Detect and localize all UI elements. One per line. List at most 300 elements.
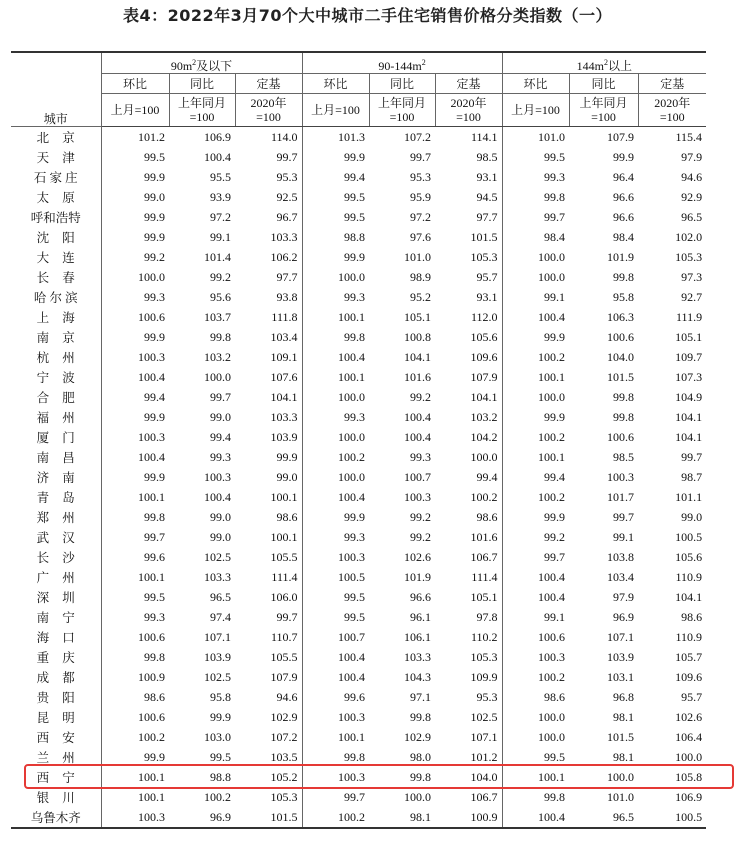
index-value-cell: 104.1 <box>675 589 703 604</box>
index-value-cell: 100.4 <box>204 149 231 164</box>
index-value-cell: 99.0 <box>235 467 302 487</box>
index-value-cell: 98.8 <box>210 769 231 784</box>
index-value-cell: 95.3 <box>435 687 502 707</box>
index-value-cell: 102.0 <box>675 229 703 244</box>
index-value-cell: 107.2 <box>404 129 432 144</box>
city-name-cell: 哈尔滨 <box>11 287 101 307</box>
index-value-cell: 103.7 <box>204 309 231 324</box>
base-mom: 上月=100 <box>101 94 169 127</box>
index-value-cell: 99.8 <box>210 329 231 344</box>
city-name-cell: 沈阳 <box>11 227 101 247</box>
city-name-cell: 北京 <box>11 127 101 148</box>
table-row <box>11 707 706 727</box>
index-value-cell: 98.6 <box>435 507 502 527</box>
index-value-cell: 98.1 <box>369 807 435 828</box>
index-value-cell: 99.4 <box>144 389 165 404</box>
city-name-cell: 南宁 <box>11 607 101 627</box>
index-value-cell: 99.9 <box>344 509 366 524</box>
city-name-cell: 南京 <box>11 327 101 347</box>
index-value-cell: 99.2 <box>210 269 231 284</box>
index-value-cell: 100.6 <box>607 329 635 344</box>
index-value-cell: 96.8 <box>613 689 635 704</box>
index-value-cell: 99.8 <box>410 709 432 724</box>
index-value-cell: 99.9 <box>544 329 566 344</box>
index-value-cell: 99.7 <box>544 549 566 564</box>
index-value-cell: 100.4 <box>404 409 432 424</box>
index-value-cell: 101.6 <box>404 369 432 384</box>
city-name-cell: 乌鲁木齐 <box>11 807 101 828</box>
index-value-cell: 99.8 <box>144 509 165 524</box>
index-value-cell: 100.4 <box>502 807 569 828</box>
index-value-cell: 105.3 <box>435 247 502 267</box>
table-row <box>11 607 706 627</box>
index-value-cell: 106.2 <box>235 247 302 267</box>
index-value-cell: 98.4 <box>613 229 635 244</box>
base-yoy <box>369 94 435 127</box>
sub-header-fixed: 定基 <box>235 74 302 94</box>
city-name-cell: 昆明 <box>11 707 101 727</box>
index-value-cell: 109.9 <box>435 667 502 687</box>
index-value-cell: 95.5 <box>210 169 231 184</box>
index-value-cell: 100.6 <box>607 429 635 444</box>
index-value-cell: 100.7 <box>404 469 432 484</box>
index-value-cell: 92.7 <box>681 289 703 304</box>
index-value-cell: 110.7 <box>235 627 302 647</box>
index-value-cell: 100.1 <box>138 789 165 804</box>
index-value-cell: 100.4 <box>338 649 366 664</box>
index-value-cell: 99.8 <box>344 329 366 344</box>
index-value-cell: 99.7 <box>210 389 231 404</box>
index-value-cell: 100.0 <box>538 269 566 284</box>
index-value-cell: 100.1 <box>235 527 302 547</box>
index-value-cell: 93.9 <box>210 189 231 204</box>
index-value-cell: 101.0 <box>404 249 432 264</box>
index-value-cell: 102.5 <box>204 549 231 564</box>
table-row <box>11 807 706 828</box>
index-value-cell: 99.0 <box>210 409 231 424</box>
index-value-cell: 100.2 <box>302 807 369 828</box>
index-value-cell: 95.7 <box>435 267 502 287</box>
index-value-cell: 106.3 <box>607 309 635 324</box>
index-value-cell: 97.9 <box>613 589 635 604</box>
table-row <box>11 147 706 167</box>
highlight-box <box>24 764 734 789</box>
index-value-cell: 93.1 <box>435 167 502 187</box>
table-row <box>11 247 706 267</box>
base-yoy-line1: 上年同月 <box>378 96 427 110</box>
sub-header-mom: 环比 <box>302 74 369 94</box>
index-value-cell: 100.2 <box>204 789 231 804</box>
index-value-cell: 103.9 <box>235 427 302 447</box>
index-value-cell: 103.1 <box>607 669 635 684</box>
index-value-cell: 101.9 <box>607 249 635 264</box>
index-value-cell: 99.0 <box>210 509 231 524</box>
index-value-cell: 107.9 <box>607 129 635 144</box>
group-header-large: $144m^2$以上 <box>502 52 706 74</box>
city-name-cell: 大连 <box>11 247 101 267</box>
index-value-cell: 96.1 <box>410 609 432 624</box>
table-row <box>11 787 706 807</box>
index-value-cell: 98.4 <box>544 229 566 244</box>
index-value-cell: 100.2 <box>538 349 566 364</box>
index-value-cell: 99.1 <box>544 609 566 624</box>
index-value-cell: 103.8 <box>607 549 635 564</box>
index-value-cell: 99.1 <box>210 229 231 244</box>
city-name-cell: 厦门 <box>11 427 101 447</box>
table-row <box>11 587 706 607</box>
index-value-cell: 100.2 <box>538 669 566 684</box>
index-value-cell: 96.9 <box>613 609 635 624</box>
index-value-cell: 99.3 <box>144 609 165 624</box>
index-value-cell: 103.4 <box>607 569 635 584</box>
index-value-cell: 105.5 <box>235 547 302 567</box>
index-value-cell: 100.4 <box>338 669 366 684</box>
index-value-cell: 106.7 <box>435 787 502 807</box>
index-value-cell: 105.3 <box>235 787 302 807</box>
index-value-cell: 99.4 <box>435 467 502 487</box>
index-value-cell: 104.3 <box>404 669 432 684</box>
base-fixed-line1: 2020年 <box>450 96 487 110</box>
index-value-cell: 100.3 <box>338 709 366 724</box>
index-value-cell: 105.1 <box>435 587 502 607</box>
index-value-cell: 100.8 <box>404 329 432 344</box>
index-value-cell: 92.9 <box>681 189 703 204</box>
index-value-cell: 104.1 <box>675 429 703 444</box>
index-value-cell: 100.0 <box>607 769 635 784</box>
index-value-cell: 99.5 <box>544 749 566 764</box>
index-value-cell: 99.7 <box>235 607 302 627</box>
index-value-cell: 99.8 <box>410 769 432 784</box>
base-yoy <box>169 94 235 127</box>
index-value-cell: 99.9 <box>144 469 165 484</box>
index-value-cell: 105.3 <box>675 249 703 264</box>
index-value-cell: 95.8 <box>210 689 231 704</box>
index-value-cell: 99.5 <box>144 149 165 164</box>
index-value-cell: 104.1 <box>235 387 302 407</box>
index-value-cell: 99.8 <box>144 649 165 664</box>
index-value-cell: 104.1 <box>435 387 502 407</box>
index-value-cell: 101.6 <box>435 527 502 547</box>
base-fixed-line1: 2020年 <box>250 96 287 110</box>
city-name-cell: 福州 <box>11 407 101 427</box>
city-name-cell: 杭州 <box>11 347 101 367</box>
table-row <box>11 727 706 747</box>
city-name-cell: 广州 <box>11 567 101 587</box>
index-value-cell: 115.4 <box>675 129 703 144</box>
index-value-cell: 103.9 <box>607 649 635 664</box>
table-row <box>11 667 706 687</box>
index-value-cell: 101.4 <box>204 249 231 264</box>
index-value-cell: 102.6 <box>404 549 432 564</box>
index-value-cell: 100.1 <box>538 369 566 384</box>
index-value-cell: 109.1 <box>235 347 302 367</box>
table-row <box>11 347 706 367</box>
index-value-cell: 100.0 <box>338 269 366 284</box>
sub-header-fixed: 定基 <box>435 74 502 94</box>
index-value-cell: 100.0 <box>338 429 366 444</box>
index-value-cell: 97.2 <box>210 209 231 224</box>
index-value-cell: 98.6 <box>235 507 302 527</box>
base-yoy-line2: =100 <box>189 110 215 124</box>
index-value-cell: 103.4 <box>235 327 302 347</box>
index-value-cell: 99.3 <box>144 289 165 304</box>
index-value-cell: 94.6 <box>235 687 302 707</box>
index-value-cell: 100.5 <box>338 569 366 584</box>
index-value-cell: 99.2 <box>544 529 566 544</box>
index-value-cell: 110.2 <box>435 627 502 647</box>
base-fixed <box>638 94 706 127</box>
index-value-cell: 103.3 <box>404 649 432 664</box>
index-value-cell: 101.5 <box>607 729 635 744</box>
index-value-cell: 102.9 <box>404 729 432 744</box>
index-value-cell: 97.7 <box>235 267 302 287</box>
index-value-cell: 100.4 <box>404 429 432 444</box>
index-value-cell: 99.7 <box>681 449 703 464</box>
table-row <box>11 647 706 667</box>
index-value-cell: 100.6 <box>538 629 566 644</box>
index-value-cell: 99.3 <box>344 289 366 304</box>
index-value-cell: 99.3 <box>344 529 366 544</box>
index-value-cell: 107.1 <box>204 629 231 644</box>
index-value-cell: 103.3 <box>204 569 231 584</box>
index-value-cell: 100.3 <box>338 549 366 564</box>
index-value-cell: 98.1 <box>613 749 635 764</box>
index-value-cell: 102.5 <box>204 669 231 684</box>
index-value-cell: 100.1 <box>538 449 566 464</box>
city-name-cell: 郑州 <box>11 507 101 527</box>
index-value-cell: 100.2 <box>538 429 566 444</box>
index-value-cell: 95.7 <box>681 689 703 704</box>
index-value-cell: 100.0 <box>538 249 566 264</box>
index-value-cell: 101.1 <box>675 489 703 504</box>
city-name-cell: 长沙 <box>11 547 101 567</box>
city-name-cell: 深圳 <box>11 587 101 607</box>
index-value-cell: 100.7 <box>338 629 366 644</box>
base-yoy-line1: 上年同月 <box>579 96 628 110</box>
price-index-table <box>11 51 706 829</box>
base-yoy <box>569 94 638 127</box>
index-value-cell: 109.7 <box>675 349 703 364</box>
table-row <box>11 447 706 467</box>
index-value-cell: 100.0 <box>204 369 231 384</box>
index-value-cell: 100.1 <box>338 309 366 324</box>
index-value-cell: 96.6 <box>613 189 635 204</box>
index-value-cell: 99.8 <box>344 749 366 764</box>
index-value-cell: 100.3 <box>607 469 635 484</box>
index-value-cell: 100.0 <box>675 749 703 764</box>
table-row <box>11 567 706 587</box>
index-value-cell: 99.0 <box>210 529 231 544</box>
index-value-cell: 100.0 <box>404 789 432 804</box>
index-value-cell: 105.8 <box>675 769 703 784</box>
index-value-cell: 99.2 <box>410 509 432 524</box>
index-value-cell: 105.6 <box>435 327 502 347</box>
table-row <box>11 167 706 187</box>
base-yoy-line2: =100 <box>389 110 415 124</box>
index-value-cell: 99.9 <box>544 409 566 424</box>
index-value-cell: 101.5 <box>607 369 635 384</box>
table-row <box>11 227 706 247</box>
index-value-cell: 114.0 <box>235 127 302 148</box>
index-value-cell: 100.0 <box>538 709 566 724</box>
index-value-cell: 103.3 <box>235 227 302 247</box>
index-value-cell: 114.1 <box>435 127 502 148</box>
index-value-cell: 111.4 <box>235 567 302 587</box>
city-name-cell: 银川 <box>11 787 101 807</box>
index-value-cell: 99.9 <box>144 229 165 244</box>
index-value-cell: 99.7 <box>144 529 165 544</box>
index-value-cell: 99.2 <box>144 249 165 264</box>
index-value-cell: 109.6 <box>675 669 703 684</box>
index-value-cell: 103.5 <box>235 747 302 767</box>
table-row <box>11 267 706 287</box>
index-value-cell: 100.1 <box>138 569 165 584</box>
index-value-cell: 101.7 <box>607 489 635 504</box>
index-value-cell: 92.5 <box>235 187 302 207</box>
index-value-cell: 110.9 <box>675 569 703 584</box>
index-value-cell: 99.9 <box>235 447 302 467</box>
table-row <box>11 127 706 148</box>
index-value-cell: 111.4 <box>435 567 502 587</box>
index-value-cell: 99.5 <box>344 609 366 624</box>
index-value-cell: 96.6 <box>613 209 635 224</box>
city-name-cell: 贵阳 <box>11 687 101 707</box>
sub-header-yoy: 同比 <box>569 74 638 94</box>
table-row <box>11 627 706 647</box>
index-value-cell: 107.9 <box>435 367 502 387</box>
base-yoy-line1: 上年同月 <box>177 96 226 110</box>
index-value-cell: 98.7 <box>681 469 703 484</box>
city-name-cell: 长春 <box>11 267 101 287</box>
index-value-cell: 100.6 <box>138 709 165 724</box>
index-value-cell: 99.5 <box>344 209 366 224</box>
index-value-cell: 105.1 <box>404 309 432 324</box>
index-value-cell: 99.9 <box>144 169 165 184</box>
group-header-medium: $90-144m^2$ <box>302 52 502 74</box>
index-value-cell: 106.1 <box>404 629 432 644</box>
index-value-cell: 99.9 <box>144 329 165 344</box>
city-name-cell: 武汉 <box>11 527 101 547</box>
index-value-cell: 97.9 <box>681 149 703 164</box>
index-value-cell: 104.1 <box>404 349 432 364</box>
city-name-cell: 天津 <box>11 147 101 167</box>
index-value-cell: 100.1 <box>138 769 165 784</box>
table-row <box>11 387 706 407</box>
index-value-cell: 99.5 <box>344 589 366 604</box>
index-value-cell: 100.3 <box>338 769 366 784</box>
index-value-cell: 100.0 <box>435 447 502 467</box>
table-row <box>11 207 706 227</box>
index-value-cell: 100.3 <box>538 649 566 664</box>
base-fixed-line1: 2020年 <box>654 96 691 110</box>
index-value-cell: 97.7 <box>435 207 502 227</box>
index-value-cell: 99.9 <box>144 209 165 224</box>
sub-header-mom: 环比 <box>502 74 569 94</box>
index-value-cell: 102.9 <box>235 707 302 727</box>
index-value-cell: 112.0 <box>435 307 502 327</box>
index-value-cell: 100.0 <box>138 269 165 284</box>
index-value-cell: 101.5 <box>235 807 302 828</box>
index-value-cell: 103.2 <box>204 349 231 364</box>
table-row <box>11 187 706 207</box>
group-header-small: $90m^2$及以下 <box>101 52 302 74</box>
index-value-cell: 104.9 <box>675 389 703 404</box>
index-value-cell: 94.6 <box>681 169 703 184</box>
index-value-cell: 100.4 <box>338 489 366 504</box>
sub-header-yoy: 同比 <box>369 74 435 94</box>
index-value-cell: 97.3 <box>681 269 703 284</box>
table-row <box>11 547 706 567</box>
index-value-cell: 97.6 <box>410 229 432 244</box>
index-value-cell: 99.8 <box>613 269 635 284</box>
index-value-cell: 106.0 <box>235 587 302 607</box>
index-value-cell: 96.6 <box>410 589 432 604</box>
index-value-cell: 100.4 <box>338 349 366 364</box>
sub-header-mom: 环比 <box>101 74 169 94</box>
index-value-cell: 99.0 <box>681 509 703 524</box>
index-value-cell: 96.5 <box>681 209 703 224</box>
city-name-cell: 石家庄 <box>11 167 101 187</box>
base-mom: 上月=100 <box>302 94 369 127</box>
city-name-cell: 上海 <box>11 307 101 327</box>
city-name-cell: 南昌 <box>11 447 101 467</box>
index-value-cell: 99.7 <box>344 789 366 804</box>
index-value-cell: 100.3 <box>404 489 432 504</box>
index-value-cell: 109.6 <box>435 347 502 367</box>
index-value-cell: 100.6 <box>138 309 165 324</box>
index-value-cell: 106.9 <box>204 129 231 144</box>
index-value-cell: 95.2 <box>410 289 432 304</box>
index-value-cell: 95.8 <box>613 289 635 304</box>
index-value-cell: 99.5 <box>144 589 165 604</box>
index-value-cell: 100.4 <box>538 309 566 324</box>
index-value-cell: 99.7 <box>544 209 566 224</box>
index-value-cell: 101.2 <box>435 747 502 767</box>
index-value-cell: 100.9 <box>138 669 165 684</box>
index-value-cell: 97.8 <box>435 607 502 627</box>
index-value-cell: 107.1 <box>435 727 502 747</box>
index-value-cell: 107.2 <box>235 727 302 747</box>
index-value-cell: 97.2 <box>410 209 432 224</box>
index-value-cell: 99.1 <box>613 529 635 544</box>
index-value-cell: 107.1 <box>607 629 635 644</box>
index-value-cell: 100.0 <box>338 389 366 404</box>
city-name-cell: 济南 <box>11 467 101 487</box>
index-value-cell: 94.5 <box>435 187 502 207</box>
index-value-cell: 100.0 <box>538 389 566 404</box>
index-value-cell: 98.0 <box>410 749 432 764</box>
sub-header-row <box>11 74 706 94</box>
city-name-cell: 海口 <box>11 627 101 647</box>
index-value-cell: 104.2 <box>435 427 502 447</box>
index-value-cell: 100.1 <box>338 369 366 384</box>
index-value-cell: 100.1 <box>338 729 366 744</box>
index-value-cell: 99.3 <box>544 169 566 184</box>
index-value-cell: 95.3 <box>410 169 432 184</box>
index-value-cell: 97.1 <box>410 689 432 704</box>
city-name-cell: 西宁 <box>11 767 101 787</box>
index-value-cell: 98.5 <box>435 147 502 167</box>
table-row <box>11 287 706 307</box>
index-value-cell: 99.5 <box>344 189 366 204</box>
index-value-cell: 100.4 <box>138 369 165 384</box>
index-value-cell: 99.4 <box>544 469 566 484</box>
index-value-cell: 107.9 <box>235 667 302 687</box>
index-value-cell: 105.6 <box>675 549 703 564</box>
index-value-cell: 100.3 <box>204 469 231 484</box>
index-value-cell: 100.4 <box>204 489 231 504</box>
index-value-cell: 103.2 <box>435 407 502 427</box>
